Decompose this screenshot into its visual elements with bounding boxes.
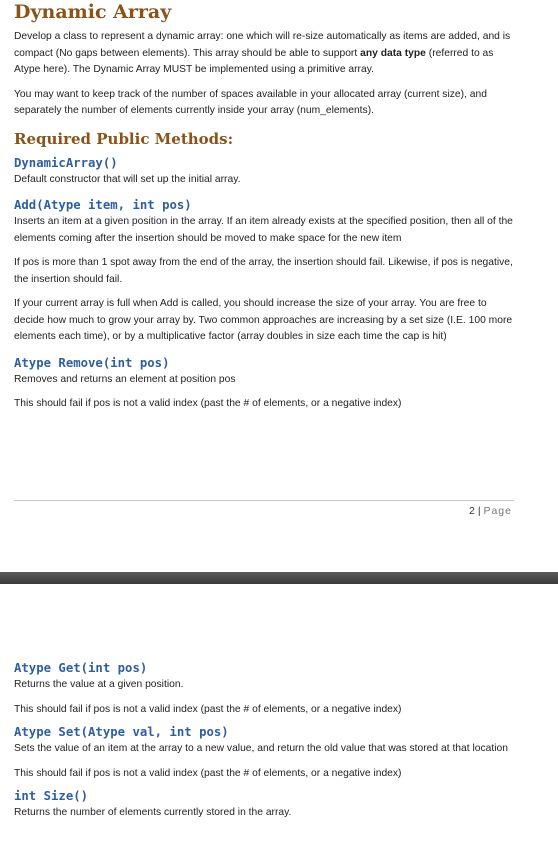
page-number	[469, 505, 512, 517]
method-description: Inserts an item at a given position in the array. If an item already exists at the specified position, then all of the elements coming after the insertion should be moved to make space for the new item	[14, 216, 513, 244]
method-signature: Atype Remove(int pos)	[14, 355, 170, 370]
intro-text-b: (referred to as Atype here). The Dynamic Array MUST be implemented using a primitive array.	[14, 47, 494, 75]
method-signature: int Size()	[14, 789, 89, 803]
method-block-set	[14, 724, 514, 782]
method-signature: Atype Set(Atype val, int pos)	[14, 725, 229, 739]
method-description: This should fail if pos is not a valid index (past the # of elements, or a negative index)	[14, 398, 402, 409]
method-signature: Atype Get(int pos)	[14, 661, 148, 675]
document-title: Dynamic Array	[14, 1, 172, 23]
method-description: If your current array is full when Add is called, you should increase the size of your array. You are free to decide how much to grow your array by. Two common approaches are increasing by a set size (I.E. 100 more elements each time), or by a multiplicative factor (array doubles in size each time the cap is hit)	[14, 298, 513, 342]
method-block-get	[14, 660, 514, 718]
intro-paragraph	[14, 29, 514, 79]
method-description: Removes and returns an element at position pos	[14, 373, 236, 385]
method-description: This should fail if pos is not a valid index (past the # of elements, or a negative index)	[14, 767, 402, 779]
section-heading: Required Public Methods:	[14, 129, 234, 148]
method-block-remove	[14, 355, 514, 413]
page-3-body	[14, 660, 514, 822]
intro-paragraph-2: You may want to keep track of the number of spaces available in your allocated array (current size), and separately the number of elements currently inside your array (num_elements).	[14, 88, 487, 116]
document-page-3	[0, 584, 558, 855]
method-block-constructor	[14, 155, 514, 189]
page-number-label: Page	[483, 505, 512, 517]
method-block-add	[14, 197, 514, 346]
method-signature: Add(Atype item, int pos)	[14, 198, 192, 212]
footer-divider	[14, 500, 514, 501]
method-description: Returns the number of elements currently stored in the array.	[14, 807, 292, 818]
method-signature: DynamicArray()	[14, 155, 118, 170]
page-number-value: 2	[469, 505, 475, 517]
page-break	[0, 572, 558, 584]
method-description: Returns the value at a given position.	[14, 679, 184, 690]
method-block-size	[14, 788, 514, 822]
intro-text-emphasis: any data type	[360, 47, 426, 59]
page-2-body	[14, 0, 514, 413]
method-description: Sets the value of an item at the array to a new value, and return the old value that was stored at that location	[14, 743, 508, 754]
method-description: If pos is more than 1 spot away from the end of the array, the insertion should fail. Likewise, if pos is negative, the insertion should fail.	[14, 257, 513, 285]
method-description: This should fail if pos is not a valid index (past the # of elements, or a negative index)	[14, 703, 402, 715]
page-number-separator: |	[477, 505, 481, 517]
intro-text-a: Develop a class to represent a dynamic array: one which will re-size automatically as items are added, and is compact (No gaps between elements). This array should be able to support	[14, 31, 511, 59]
method-description: Default constructor that will set up the initial array.	[14, 173, 241, 185]
